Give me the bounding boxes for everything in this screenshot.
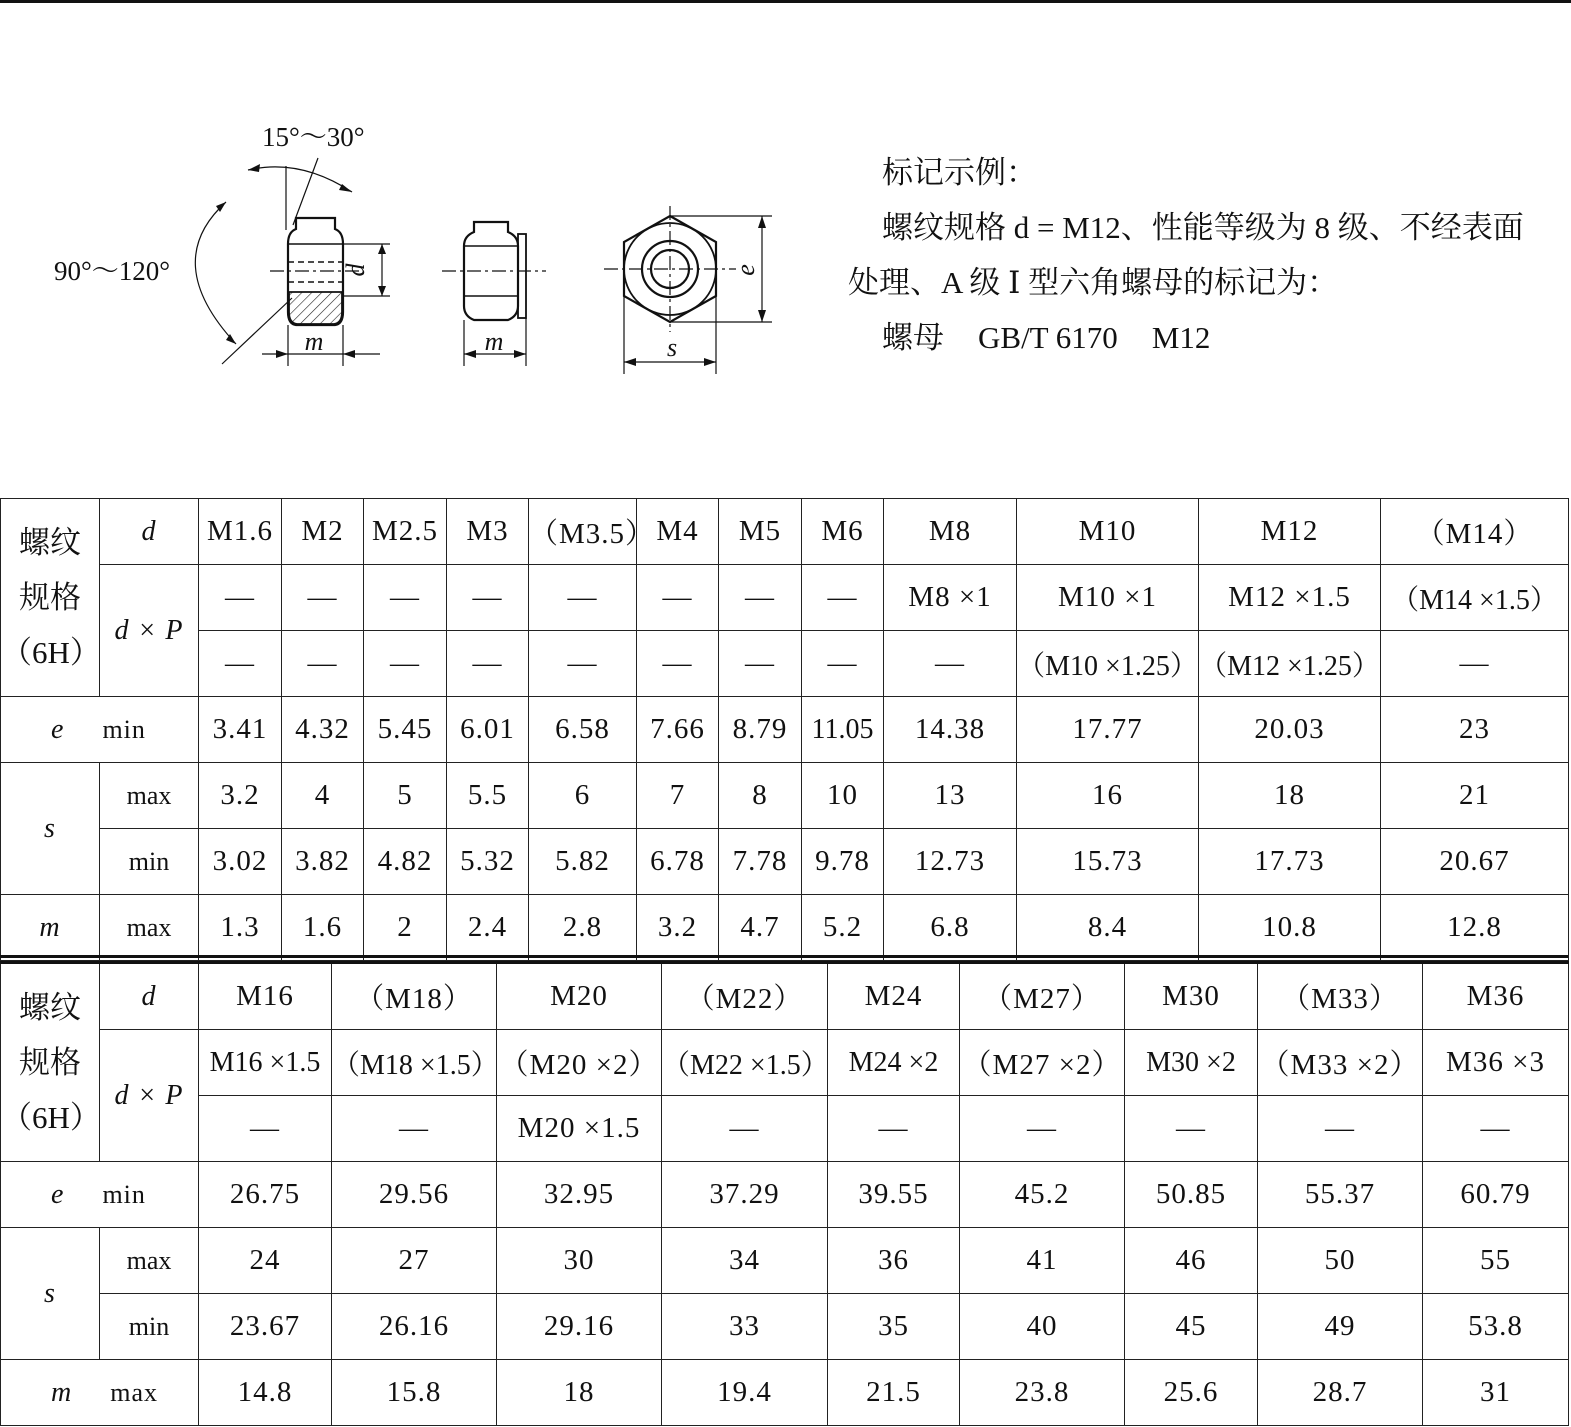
table-cell: 12.8	[1381, 895, 1569, 961]
table-cell: 10	[802, 763, 884, 829]
table-cell: M20	[497, 963, 662, 1030]
table-cell: M1.6	[199, 499, 282, 565]
table-row-d	[1, 963, 1569, 1030]
cone-angle-label: 90°～120°	[54, 256, 171, 286]
table-cell: M24	[828, 963, 960, 1030]
table-cell: 3.41	[199, 697, 282, 763]
table-cell: —	[199, 565, 282, 631]
table-cell: 55	[1423, 1228, 1569, 1294]
table-cell: 15.73	[1017, 829, 1199, 895]
table-cell: —	[719, 631, 802, 697]
table-cell: M2.5	[364, 499, 447, 565]
table-row-e-min	[1, 1162, 1569, 1228]
table-cell: —	[332, 1096, 497, 1162]
d-label: d	[100, 963, 199, 1030]
table-cell: （M33 ×2）	[1258, 1030, 1423, 1096]
dim-m-label: m	[304, 327, 324, 356]
table-cell: 60.79	[1423, 1162, 1569, 1228]
table-cell: 29.16	[497, 1294, 662, 1360]
table-cell: 35	[828, 1294, 960, 1360]
table-cell: —	[199, 1096, 332, 1162]
chamfer-angle-label: 15°～30°	[262, 122, 365, 152]
max-label: max	[100, 1228, 199, 1294]
table-cell: 11.05	[802, 697, 884, 763]
table-cell: 24	[199, 1228, 332, 1294]
table-cell: 14.38	[884, 697, 1017, 763]
table-row-dxp-2	[1, 631, 1569, 697]
table-cell: 7.78	[719, 829, 802, 895]
table-cell: 8	[719, 763, 802, 829]
thread-spec-label: 螺纹 规格 （6H）	[1, 963, 100, 1162]
table-cell: —	[662, 1096, 828, 1162]
table-cell: 41	[960, 1228, 1125, 1294]
table-cell: 15.8	[332, 1360, 497, 1426]
table-cell: 5.82	[529, 829, 637, 895]
table-cell: 20.67	[1381, 829, 1569, 895]
table-cell: M16 ×1.5	[199, 1030, 332, 1096]
table-cell: 55.37	[1258, 1162, 1423, 1228]
top-view	[604, 206, 772, 374]
table-cell: 34	[662, 1228, 828, 1294]
table-row-dxp-1	[1, 1030, 1569, 1096]
table-cell: —	[1125, 1096, 1258, 1162]
table-cell: —	[199, 631, 282, 697]
table-cell: 50.85	[1125, 1162, 1258, 1228]
table-cell: —	[1381, 631, 1569, 697]
table-cell: M3	[447, 499, 529, 565]
table-cell: 2.4	[447, 895, 529, 961]
table-cell: 27	[332, 1228, 497, 1294]
table-cell: 5.45	[364, 697, 447, 763]
max-label: max	[100, 763, 199, 829]
table-cell: 6.01	[447, 697, 529, 763]
table-cell: —	[637, 565, 719, 631]
table-cell: 20.03	[1199, 697, 1381, 763]
table-cell: 17.73	[1199, 829, 1381, 895]
table-cell: 12.73	[884, 829, 1017, 895]
table-row-e-min	[1, 697, 1569, 763]
min-label: min	[100, 1294, 199, 1360]
table-cell: —	[802, 631, 884, 697]
s-label: s	[1, 1228, 100, 1360]
table-cell: 18	[497, 1360, 662, 1426]
table-cell: 46	[1125, 1228, 1258, 1294]
table-cell: —	[447, 631, 529, 697]
table-cell: —	[884, 631, 1017, 697]
table-cell: —	[529, 565, 637, 631]
table-cell: 37.29	[662, 1162, 828, 1228]
dxp-label: d × P	[100, 1030, 199, 1162]
table-cell: —	[828, 1096, 960, 1162]
table-cell: 6	[529, 763, 637, 829]
m-max-label: m max	[1, 1360, 199, 1426]
table-cell: 26.75	[199, 1162, 332, 1228]
table-cell: —	[364, 631, 447, 697]
table-cell: —	[802, 565, 884, 631]
table-cell: M10 ×1	[1017, 565, 1199, 631]
table-cell: （M22 ×1.5）	[662, 1030, 828, 1096]
table-cell: 21	[1381, 763, 1569, 829]
table-row-m-max	[1, 895, 1569, 961]
table-cell: —	[529, 631, 637, 697]
e-min-label: e min	[1, 1162, 199, 1228]
table-row-s-min	[1, 1294, 1569, 1360]
table-cell: 2.8	[529, 895, 637, 961]
table-cell: （M33）	[1258, 963, 1423, 1030]
table-cell: 5.2	[802, 895, 884, 961]
table-cell: 13	[884, 763, 1017, 829]
table-cell: 17.77	[1017, 697, 1199, 763]
table-cell: 23	[1381, 697, 1569, 763]
table-cell: （M14 ×1.5）	[1381, 565, 1569, 631]
table-cell: 36	[828, 1228, 960, 1294]
min-label: min	[100, 829, 199, 895]
table-cell: M6	[802, 499, 884, 565]
table-cell: 6.78	[637, 829, 719, 895]
table-row-d	[1, 499, 1569, 565]
table-cell: 21.5	[828, 1360, 960, 1426]
table-cell: （M27）	[960, 963, 1125, 1030]
table-cell: （M3.5）	[529, 499, 637, 565]
table-cell: M5	[719, 499, 802, 565]
table-cell: （M18）	[332, 963, 497, 1030]
table-cell: 2	[364, 895, 447, 961]
table-cell: 29.56	[332, 1162, 497, 1228]
table-cell: 49	[1258, 1294, 1423, 1360]
table-cell: —	[637, 631, 719, 697]
nut-drawings	[0, 0, 840, 400]
table-cell: （M27 ×2）	[960, 1030, 1125, 1096]
table-cell: M8 ×1	[884, 565, 1017, 631]
dxp-label: d × P	[100, 565, 199, 697]
table-cell: M2	[282, 499, 364, 565]
table-cell: —	[960, 1096, 1125, 1162]
table-cell: —	[282, 565, 364, 631]
table-row-dxp-2	[1, 1096, 1569, 1162]
table-cell: 1.6	[282, 895, 364, 961]
table-cell: 1.3	[199, 895, 282, 961]
dimension-table-2	[0, 961, 1569, 1426]
table-cell: —	[719, 565, 802, 631]
table-cell: （M10 ×1.25）	[1017, 631, 1199, 697]
table-cell: M8	[884, 499, 1017, 565]
example-standard: GB/T 6170	[978, 320, 1118, 355]
table-cell: M30	[1125, 963, 1258, 1030]
table-row-s-max	[1, 763, 1569, 829]
table-cell: M20 ×1.5	[497, 1096, 662, 1162]
table-cell: 7.66	[637, 697, 719, 763]
table-cell: 45.2	[960, 1162, 1125, 1228]
d-label: d	[100, 499, 199, 565]
table-cell: 33	[662, 1294, 828, 1360]
table-cell: 25.6	[1125, 1360, 1258, 1426]
table-cell: 3.82	[282, 829, 364, 895]
m-label: m	[1, 895, 100, 961]
table-cell: —	[1423, 1096, 1569, 1162]
table-row-dxp-1	[1, 565, 1569, 631]
table-cell: 23.67	[199, 1294, 332, 1360]
dim-d-label: d	[341, 263, 370, 277]
example-size: M12	[1151, 320, 1211, 355]
table-cell: （M18 ×1.5）	[332, 1030, 497, 1096]
table-cell: 18	[1199, 763, 1381, 829]
dim-s-label: s	[666, 333, 678, 362]
table-cell: 16	[1017, 763, 1199, 829]
dim-m-label-2: m	[484, 327, 504, 356]
table-cell: 14.8	[199, 1360, 332, 1426]
table-row-s-max	[1, 1228, 1569, 1294]
table-cell: （M20 ×2）	[497, 1030, 662, 1096]
table-cell: 4	[282, 763, 364, 829]
table-separator	[0, 955, 1568, 958]
table-cell: 39.55	[828, 1162, 960, 1228]
table-row-m-max	[1, 1360, 1569, 1426]
table-cell: 53.8	[1423, 1294, 1569, 1360]
e-min-label: e min	[1, 697, 199, 763]
section-view	[195, 158, 390, 366]
table-cell: 5.5	[447, 763, 529, 829]
dimension-table-1	[0, 498, 1569, 961]
table-cell: 4.32	[282, 697, 364, 763]
table-cell: 4.82	[364, 829, 447, 895]
s-label: s	[1, 763, 100, 895]
dim-e-label: e	[731, 264, 760, 276]
table-cell: 30	[497, 1228, 662, 1294]
table-cell: 6.58	[529, 697, 637, 763]
table-row-s-min	[1, 829, 1569, 895]
table-cell: 45	[1125, 1294, 1258, 1360]
marking-line-1: 螺纹规格 d = M12、性能等级为 8 级、不经表面	[882, 210, 1524, 245]
example-name: 螺母	[882, 320, 944, 355]
table-cell: 8.79	[719, 697, 802, 763]
table-cell: 3.2	[637, 895, 719, 961]
table-cell: （M12 ×1.25）	[1199, 631, 1381, 697]
table-cell: （M22）	[662, 963, 828, 1030]
marking-heading: 标记示例：	[882, 155, 1037, 190]
table-cell: —	[282, 631, 364, 697]
table-cell: 5	[364, 763, 447, 829]
table-cell: 50	[1258, 1228, 1423, 1294]
table-cell: 40	[960, 1294, 1125, 1360]
table-cell: 3.02	[199, 829, 282, 895]
table-cell: 28.7	[1258, 1360, 1423, 1426]
max-label: max	[100, 895, 199, 961]
marking-line-2: 处理、A 级 Ⅰ 型六角螺母的标记为：	[848, 265, 1339, 300]
table-cell: M16	[199, 963, 332, 1030]
table-cell: 23.8	[960, 1360, 1125, 1426]
thread-spec-label: 螺纹 规格 （6H）	[1, 499, 100, 697]
table-cell: 4.7	[719, 895, 802, 961]
table-cell: M30 ×2	[1125, 1030, 1258, 1096]
table-cell: M4	[637, 499, 719, 565]
table-cell: 6.8	[884, 895, 1017, 961]
table-cell: 26.16	[332, 1294, 497, 1360]
table-cell: 31	[1423, 1360, 1569, 1426]
table-cell: 32.95	[497, 1162, 662, 1228]
marking-example-line	[848, 310, 1568, 365]
table-cell: M10	[1017, 499, 1199, 565]
table-cell: —	[447, 565, 529, 631]
table-cell: 8.4	[1017, 895, 1199, 961]
table-cell: —	[1258, 1096, 1423, 1162]
table-cell: （M14）	[1381, 499, 1569, 565]
table-cell: 19.4	[662, 1360, 828, 1426]
table-cell: M12 ×1.5	[1199, 565, 1381, 631]
table-cell: M12	[1199, 499, 1381, 565]
table-cell: 7	[637, 763, 719, 829]
table-cell: M24 ×2	[828, 1030, 960, 1096]
table-cell: M36 ×3	[1423, 1030, 1569, 1096]
table-cell: M36	[1423, 963, 1569, 1030]
marking-example	[848, 145, 1568, 365]
table-cell: —	[364, 565, 447, 631]
table-cell: 3.2	[199, 763, 282, 829]
table-cell: 9.78	[802, 829, 884, 895]
table-cell: 5.32	[447, 829, 529, 895]
table-cell: 10.8	[1199, 895, 1381, 961]
